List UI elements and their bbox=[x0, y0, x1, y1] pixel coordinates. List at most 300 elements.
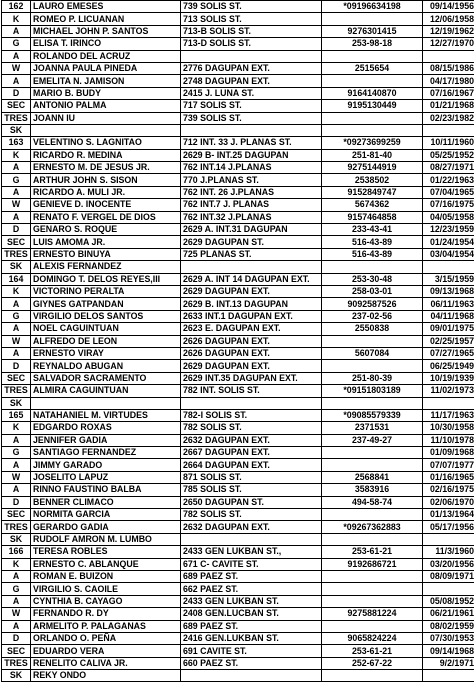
position-cell: SEC bbox=[2, 100, 31, 112]
table-row bbox=[2, 87, 474, 99]
position-cell: W bbox=[2, 608, 31, 620]
name-cell: ARMELITO P. PALAGANAS bbox=[31, 620, 181, 632]
contact-cell: 253-61-21 bbox=[322, 546, 423, 558]
contact-cell: 494-58-74 bbox=[322, 496, 423, 508]
table-row bbox=[2, 347, 474, 359]
name-cell: ANTONIO PALMA bbox=[31, 100, 181, 112]
name-cell: JENNIFER GADIA bbox=[31, 434, 181, 446]
contact-cell bbox=[322, 459, 423, 471]
position-cell: A bbox=[2, 347, 31, 359]
position-cell: SK bbox=[2, 397, 31, 409]
name-cell: LUIS AMOMA JR. bbox=[31, 236, 181, 248]
table-row bbox=[2, 533, 474, 545]
name-cell: ERNESTO M. DE JESUS JR. bbox=[31, 162, 181, 174]
name-cell: RENELITO CALIVA JR. bbox=[31, 657, 181, 669]
position-cell: A bbox=[2, 484, 31, 496]
birthdate-cell: 08/15/1986 bbox=[423, 62, 474, 74]
contact-cell: 9192686721 bbox=[322, 558, 423, 570]
name-cell: RENATO F. VERGEL DE DIOS bbox=[31, 211, 181, 223]
contact-cell bbox=[322, 620, 423, 632]
position-cell: 166 bbox=[2, 546, 31, 558]
contact-cell: 258-03-01 bbox=[322, 285, 423, 297]
birthdate-cell: 07/07/1977 bbox=[423, 459, 474, 471]
contact-cell: *09267362883 bbox=[322, 521, 423, 533]
table-row bbox=[2, 261, 474, 273]
contact-cell: 3583916 bbox=[322, 484, 423, 496]
address-cell: 713 SOLIS ST. bbox=[181, 13, 322, 25]
contact-cell: 251-80-39 bbox=[322, 372, 423, 384]
birthdate-cell: 07/27/1965 bbox=[423, 347, 474, 359]
position-cell: SK bbox=[2, 670, 31, 682]
position-cell: W bbox=[2, 335, 31, 347]
address-cell: 2664 DAGUPAN EXT. bbox=[181, 459, 322, 471]
name-cell: VIRGILIO S. CAOILE bbox=[31, 583, 181, 595]
contact-cell bbox=[322, 595, 423, 607]
birthdate-cell bbox=[423, 583, 474, 595]
table-row bbox=[2, 558, 474, 570]
contact-cell bbox=[322, 670, 423, 682]
table-row bbox=[2, 583, 474, 595]
contact-cell: *09085579339 bbox=[322, 409, 423, 421]
table-row bbox=[2, 75, 474, 87]
address-cell: 871 SOLIS ST. bbox=[181, 471, 322, 483]
contact-cell: 2515654 bbox=[322, 62, 423, 74]
address-cell: 2650 DAGUPAN ST. bbox=[181, 496, 322, 508]
name-cell: FERNANDO R. DY bbox=[31, 608, 181, 620]
address-cell: 762 INT. 26 J.PLANAS bbox=[181, 186, 322, 198]
birthdate-cell: 06/25/1949 bbox=[423, 360, 474, 372]
address-cell: 2629 DAGUPAN EXT. bbox=[181, 360, 322, 372]
position-cell: A bbox=[2, 298, 31, 310]
contact-cell: 2371531 bbox=[322, 422, 423, 434]
birthdate-cell: 07/04/1965 bbox=[423, 186, 474, 198]
address-cell: 2433 GEN LUKBAN ST., bbox=[181, 546, 322, 558]
table-row bbox=[2, 335, 474, 347]
birthdate-cell bbox=[423, 261, 474, 273]
table-row bbox=[2, 162, 474, 174]
birthdate-cell: 12/19/1962 bbox=[423, 25, 474, 37]
contact-cell: 9276301415 bbox=[322, 25, 423, 37]
table-row bbox=[2, 298, 474, 310]
address-cell: 2416 GEN.LUKBAN ST. bbox=[181, 632, 322, 644]
birthdate-cell: 09/14/1968 bbox=[423, 645, 474, 657]
position-cell: A bbox=[2, 162, 31, 174]
name-cell: JOANN IU bbox=[31, 112, 181, 124]
birthdate-cell: 01/16/1965 bbox=[423, 471, 474, 483]
position-cell: K bbox=[2, 13, 31, 25]
table-row bbox=[2, 199, 474, 211]
table-row bbox=[2, 509, 474, 521]
table-row bbox=[2, 496, 474, 508]
contact-cell: *09151803189 bbox=[322, 385, 423, 397]
address-cell: 739 SOLIS ST. bbox=[181, 112, 322, 124]
table-row bbox=[2, 632, 474, 644]
address-cell: 2629 B- INT.25 DAGUPAN bbox=[181, 149, 322, 161]
name-cell: NATAHANIEL M. VIRTUDES bbox=[31, 409, 181, 421]
roster-table-body bbox=[2, 1, 474, 682]
position-cell: D bbox=[2, 360, 31, 372]
birthdate-cell: 07/16/1975 bbox=[423, 199, 474, 211]
address-cell: 713-B SOLIS ST. bbox=[181, 25, 322, 37]
name-cell: VIRGILIO DELOS SANTOS bbox=[31, 310, 181, 322]
name-cell: GIYNES GATPANDAN bbox=[31, 298, 181, 310]
birthdate-cell: 03/04/1954 bbox=[423, 248, 474, 260]
table-row bbox=[2, 62, 474, 74]
name-cell: MICHAEL JOHN P. SANTOS bbox=[31, 25, 181, 37]
name-cell: VELENTINO S. LAGNITAO bbox=[31, 137, 181, 149]
position-cell: G bbox=[2, 38, 31, 50]
position-cell: SK bbox=[2, 124, 31, 136]
table-row bbox=[2, 459, 474, 471]
position-cell: SEC bbox=[2, 645, 31, 657]
address-cell bbox=[181, 50, 322, 62]
birthdate-cell: 07/30/1953 bbox=[423, 632, 474, 644]
address-cell: 782-I SOLIS ST. bbox=[181, 409, 322, 421]
position-cell: SEC bbox=[2, 372, 31, 384]
position-cell: D bbox=[2, 632, 31, 644]
position-cell: SK bbox=[2, 261, 31, 273]
position-cell: A bbox=[2, 620, 31, 632]
contact-cell: 9152849747 bbox=[322, 186, 423, 198]
position-cell: SEC bbox=[2, 236, 31, 248]
position-cell: G bbox=[2, 447, 31, 459]
address-cell: 2629 DAGUPAN ST. bbox=[181, 236, 322, 248]
birthdate-cell: 9/2/1971 bbox=[423, 657, 474, 669]
position-cell: K bbox=[2, 285, 31, 297]
table-row bbox=[2, 595, 474, 607]
birthdate-cell: 10/30/1958 bbox=[423, 422, 474, 434]
name-cell: RINNO FAUSTINO BALBA bbox=[31, 484, 181, 496]
position-cell: G bbox=[2, 310, 31, 322]
name-cell: LAURO EMESES bbox=[31, 1, 181, 13]
address-cell: 691 CAVITE ST. bbox=[181, 645, 322, 657]
contact-cell: 5607084 bbox=[322, 347, 423, 359]
position-cell: A bbox=[2, 323, 31, 335]
name-cell: NOEL CAGUINTUAN bbox=[31, 323, 181, 335]
address-cell: 689 PAEZ ST. bbox=[181, 570, 322, 582]
contact-cell: 237-49-27 bbox=[322, 434, 423, 446]
name-cell: GERARDO GADIA bbox=[31, 521, 181, 533]
birthdate-cell: 06/11/1963 bbox=[423, 298, 474, 310]
contact-cell bbox=[322, 397, 423, 409]
birthdate-cell: 12/23/1959 bbox=[423, 224, 474, 236]
name-cell: JOSELITO LAPUZ bbox=[31, 471, 181, 483]
address-cell: 662 PAEZ ST. bbox=[181, 583, 322, 595]
birthdate-cell: 02/16/1975 bbox=[423, 484, 474, 496]
address-cell: 2633 INT.1 DAGUPAN EXT. bbox=[181, 310, 322, 322]
position-cell: A bbox=[2, 186, 31, 198]
name-cell: GENARO S. ROQUE bbox=[31, 224, 181, 236]
birthdate-cell bbox=[423, 533, 474, 545]
birthdate-cell: 11/3/1960 bbox=[423, 546, 474, 558]
birthdate-cell: 01/21/1968 bbox=[423, 100, 474, 112]
name-cell: DOMINGO T. DELOS REYES,III bbox=[31, 273, 181, 285]
birthdate-cell: 02/25/1957 bbox=[423, 335, 474, 347]
name-cell: ALFREDO DE LEON bbox=[31, 335, 181, 347]
name-cell: ARTHUR JOHN S. SISON bbox=[31, 174, 181, 186]
birthdate-cell: 3/15/1959 bbox=[423, 273, 474, 285]
name-cell: EDGARDO ROXAS bbox=[31, 422, 181, 434]
address-cell: 785 SOLIS ST. bbox=[181, 484, 322, 496]
contact-cell: 9092587526 bbox=[322, 298, 423, 310]
table-row bbox=[2, 248, 474, 260]
contact-cell: 9065824224 bbox=[322, 632, 423, 644]
contact-cell bbox=[322, 570, 423, 582]
name-cell: SANTIAGO FERNANDEZ bbox=[31, 447, 181, 459]
address-cell: 2408 GEN.LUCBAN ST. bbox=[181, 608, 322, 620]
contact-cell: 2550838 bbox=[322, 323, 423, 335]
position-cell: TRES bbox=[2, 385, 31, 397]
contact-cell bbox=[322, 335, 423, 347]
table-row bbox=[2, 38, 474, 50]
name-cell: MARIO B. BUDY bbox=[31, 87, 181, 99]
address-cell: 782 SOLIS ST. bbox=[181, 422, 322, 434]
table-row bbox=[2, 285, 474, 297]
position-cell: K bbox=[2, 422, 31, 434]
birthdate-cell: 11/02/1973 bbox=[423, 385, 474, 397]
address-cell bbox=[181, 261, 322, 273]
birthdate-cell: 08/27/1971 bbox=[423, 162, 474, 174]
position-cell: A bbox=[2, 211, 31, 223]
name-cell: REYNALDO ABUGAN bbox=[31, 360, 181, 372]
table-row bbox=[2, 409, 474, 421]
table-row bbox=[2, 236, 474, 248]
name-cell: VICTORINO PERALTA bbox=[31, 285, 181, 297]
birthdate-cell: 01/22/1963 bbox=[423, 174, 474, 186]
table-row bbox=[2, 570, 474, 582]
contact-cell bbox=[322, 75, 423, 87]
address-cell: 2632 DAGUPAN EXT. bbox=[181, 434, 322, 446]
name-cell: CYNTHIA B. CAYAGO bbox=[31, 595, 181, 607]
contact-cell: 253-98-18 bbox=[322, 38, 423, 50]
birthdate-cell: 12/06/1958 bbox=[423, 13, 474, 25]
birthdate-cell bbox=[423, 397, 474, 409]
address-cell: 2433 GEN LUKBAN ST. bbox=[181, 595, 322, 607]
position-cell: D bbox=[2, 496, 31, 508]
birthdate-cell: 01/24/1954 bbox=[423, 236, 474, 248]
birthdate-cell: 09/13/1968 bbox=[423, 285, 474, 297]
table-row bbox=[2, 211, 474, 223]
address-cell bbox=[181, 124, 322, 136]
table-row bbox=[2, 608, 474, 620]
birthdate-cell: 09/14/1956 bbox=[423, 1, 474, 13]
contact-cell bbox=[322, 261, 423, 273]
address-cell: 2629 A. INT 14 DAGUPAN EXT. bbox=[181, 273, 322, 285]
name-cell: SALVADOR SACRAMENTO bbox=[31, 372, 181, 384]
table-row bbox=[2, 323, 474, 335]
birthdate-cell: 05/08/1952 bbox=[423, 595, 474, 607]
position-cell: W bbox=[2, 199, 31, 211]
address-cell: 712 INT. 33 J. PLANAS ST. bbox=[181, 137, 322, 149]
birthdate-cell: 09/01/1975 bbox=[423, 323, 474, 335]
table-row bbox=[2, 310, 474, 322]
table-row bbox=[2, 174, 474, 186]
contact-cell: 9164140870 bbox=[322, 87, 423, 99]
address-cell bbox=[181, 397, 322, 409]
table-row bbox=[2, 124, 474, 136]
address-cell: 2629 A. INT.31 DAGUPAN bbox=[181, 224, 322, 236]
address-cell bbox=[181, 533, 322, 545]
birthdate-cell: 11/17/1963 bbox=[423, 409, 474, 421]
birthdate-cell bbox=[423, 50, 474, 62]
address-cell: 671 C- CAVITE ST. bbox=[181, 558, 322, 570]
position-cell: A bbox=[2, 459, 31, 471]
birthdate-cell bbox=[423, 124, 474, 136]
address-cell: 2748 DAGUPAN EXT. bbox=[181, 75, 322, 87]
table-row bbox=[2, 372, 474, 384]
position-cell: A bbox=[2, 25, 31, 37]
address-cell: 2776 DAGUPAN EXT. bbox=[181, 62, 322, 74]
birthdate-cell: 02/23/1982 bbox=[423, 112, 474, 124]
contact-cell: 5674362 bbox=[322, 199, 423, 211]
name-cell: ERNESTO BINUYA bbox=[31, 248, 181, 260]
table-row bbox=[2, 657, 474, 669]
contact-cell bbox=[322, 13, 423, 25]
birthdate-cell: 04/05/1958 bbox=[423, 211, 474, 223]
name-cell: NORMITA GARCIA bbox=[31, 509, 181, 521]
birthdate-cell: 03/20/1956 bbox=[423, 558, 474, 570]
position-cell: TRES bbox=[2, 521, 31, 533]
name-cell: RICARDO A. MULI JR. bbox=[31, 186, 181, 198]
address-cell: 2626 DAGUPAN EXT. bbox=[181, 335, 322, 347]
table-row bbox=[2, 137, 474, 149]
name-cell: REKY ONDO bbox=[31, 670, 181, 682]
address-cell: 782 SOLIS ST. bbox=[181, 509, 322, 521]
table-row bbox=[2, 397, 474, 409]
address-cell: 2629 B. INT.13 DAGUPAN bbox=[181, 298, 322, 310]
table-row bbox=[2, 186, 474, 198]
contact-cell: 9275144919 bbox=[322, 162, 423, 174]
address-cell: 717 SOLIS ST. bbox=[181, 100, 322, 112]
contact-cell bbox=[322, 360, 423, 372]
name-cell: ELISA T. IRINCO bbox=[31, 38, 181, 50]
contact-cell: 2568841 bbox=[322, 471, 423, 483]
name-cell: GENIEVE D. INOCENTE bbox=[31, 199, 181, 211]
name-cell: ROLANDO DEL ACRUZ bbox=[31, 50, 181, 62]
address-cell: 762 INT.32 J.PLANAS bbox=[181, 211, 322, 223]
position-cell: TRES bbox=[2, 248, 31, 260]
position-cell: SEC bbox=[2, 509, 31, 521]
position-cell: A bbox=[2, 434, 31, 446]
contact-cell bbox=[322, 112, 423, 124]
address-cell: 770 J.PLANAS ST. bbox=[181, 174, 322, 186]
name-cell: BENNER CLIMACO bbox=[31, 496, 181, 508]
position-cell: SK bbox=[2, 533, 31, 545]
table-row bbox=[2, 645, 474, 657]
address-cell: 2415 J. LUNA ST. bbox=[181, 87, 322, 99]
name-cell: RUDOLF AMRON M. LUMBO bbox=[31, 533, 181, 545]
table-row bbox=[2, 422, 474, 434]
table-row bbox=[2, 434, 474, 446]
address-cell bbox=[181, 670, 322, 682]
position-cell: TRES bbox=[2, 112, 31, 124]
address-cell: 2629 DAGUPAN EXT. bbox=[181, 285, 322, 297]
table-row bbox=[2, 620, 474, 632]
contact-cell bbox=[322, 447, 423, 459]
contact-cell bbox=[322, 583, 423, 595]
table-row bbox=[2, 385, 474, 397]
contact-cell bbox=[322, 124, 423, 136]
position-cell: W bbox=[2, 62, 31, 74]
contact-cell: 9157464858 bbox=[322, 211, 423, 223]
table-row bbox=[2, 447, 474, 459]
table-row bbox=[2, 471, 474, 483]
address-cell: 2629 INT.35 DAGUPAN EXT. bbox=[181, 372, 322, 384]
name-cell: ALEXIS FERNANDEZ bbox=[31, 261, 181, 273]
birthdate-cell: 01/13/1964 bbox=[423, 509, 474, 521]
contact-cell: 233-43-41 bbox=[322, 224, 423, 236]
address-cell: 725 PLANAS ST. bbox=[181, 248, 322, 260]
birthdate-cell: 05/17/1956 bbox=[423, 521, 474, 533]
table-row bbox=[2, 484, 474, 496]
address-cell: 739 SOLIS ST. bbox=[181, 1, 322, 13]
name-cell: JOANNA PAULA PINEDA bbox=[31, 62, 181, 74]
position-cell: G bbox=[2, 174, 31, 186]
contact-cell: 253-61-21 bbox=[322, 645, 423, 657]
name-cell: ERNESTO C. ABLANQUE bbox=[31, 558, 181, 570]
table-row bbox=[2, 50, 474, 62]
name-cell: EMELITA N. JAMISON bbox=[31, 75, 181, 87]
birthdate-cell: 05/25/1952 bbox=[423, 149, 474, 161]
birthdate-cell: 07/16/1967 bbox=[423, 87, 474, 99]
address-cell: 762 INT.7 J. PLANAS bbox=[181, 199, 322, 211]
position-cell: G bbox=[2, 583, 31, 595]
roster-table bbox=[1, 0, 474, 682]
name-cell: ROMEO P. LICUANAN bbox=[31, 13, 181, 25]
contact-cell: 251-81-40 bbox=[322, 149, 423, 161]
address-cell: 2623 E. DAGUPAN EXT. bbox=[181, 323, 322, 335]
position-cell: TRES bbox=[2, 657, 31, 669]
position-cell: 162 bbox=[2, 1, 31, 13]
table-row bbox=[2, 149, 474, 161]
address-cell: 713-D SOLIS ST. bbox=[181, 38, 322, 50]
contact-cell: *09273699259 bbox=[322, 137, 423, 149]
birthdate-cell: 01/09/1968 bbox=[423, 447, 474, 459]
position-cell: A bbox=[2, 75, 31, 87]
name-cell: RICARDO R. MEDINA bbox=[31, 149, 181, 161]
table-row bbox=[2, 112, 474, 124]
birthdate-cell: 04/17/1980 bbox=[423, 75, 474, 87]
birthdate-cell: 10/19/1939 bbox=[423, 372, 474, 384]
birthdate-cell: 08/09/1971 bbox=[423, 570, 474, 582]
birthdate-cell: 12/27/1970 bbox=[423, 38, 474, 50]
address-cell: 762 INT.14 J.PLANAS bbox=[181, 162, 322, 174]
table-row bbox=[2, 100, 474, 112]
name-cell: TERESA ROBLES bbox=[31, 546, 181, 558]
table-row bbox=[2, 13, 474, 25]
position-cell: A bbox=[2, 50, 31, 62]
table-row bbox=[2, 670, 474, 682]
table-row bbox=[2, 273, 474, 285]
name-cell: ALMIRA CAGUINTUAN bbox=[31, 385, 181, 397]
table-row bbox=[2, 546, 474, 558]
position-cell: D bbox=[2, 224, 31, 236]
address-cell: 2632 DAGUPAN EXT. bbox=[181, 521, 322, 533]
contact-cell: 252-67-22 bbox=[322, 657, 423, 669]
position-cell: K bbox=[2, 149, 31, 161]
position-cell: 164 bbox=[2, 273, 31, 285]
name-cell: JIMMY GARADO bbox=[31, 459, 181, 471]
position-cell: W bbox=[2, 471, 31, 483]
name-cell: EDUARDO VERA bbox=[31, 645, 181, 657]
address-cell: 2667 DAGUPAN EXT. bbox=[181, 447, 322, 459]
position-cell: D bbox=[2, 87, 31, 99]
name-cell bbox=[31, 397, 181, 409]
address-cell: 782 INT. SOLIS ST. bbox=[181, 385, 322, 397]
position-cell: 165 bbox=[2, 409, 31, 421]
contact-cell: 2538502 bbox=[322, 174, 423, 186]
position-cell: A bbox=[2, 595, 31, 607]
